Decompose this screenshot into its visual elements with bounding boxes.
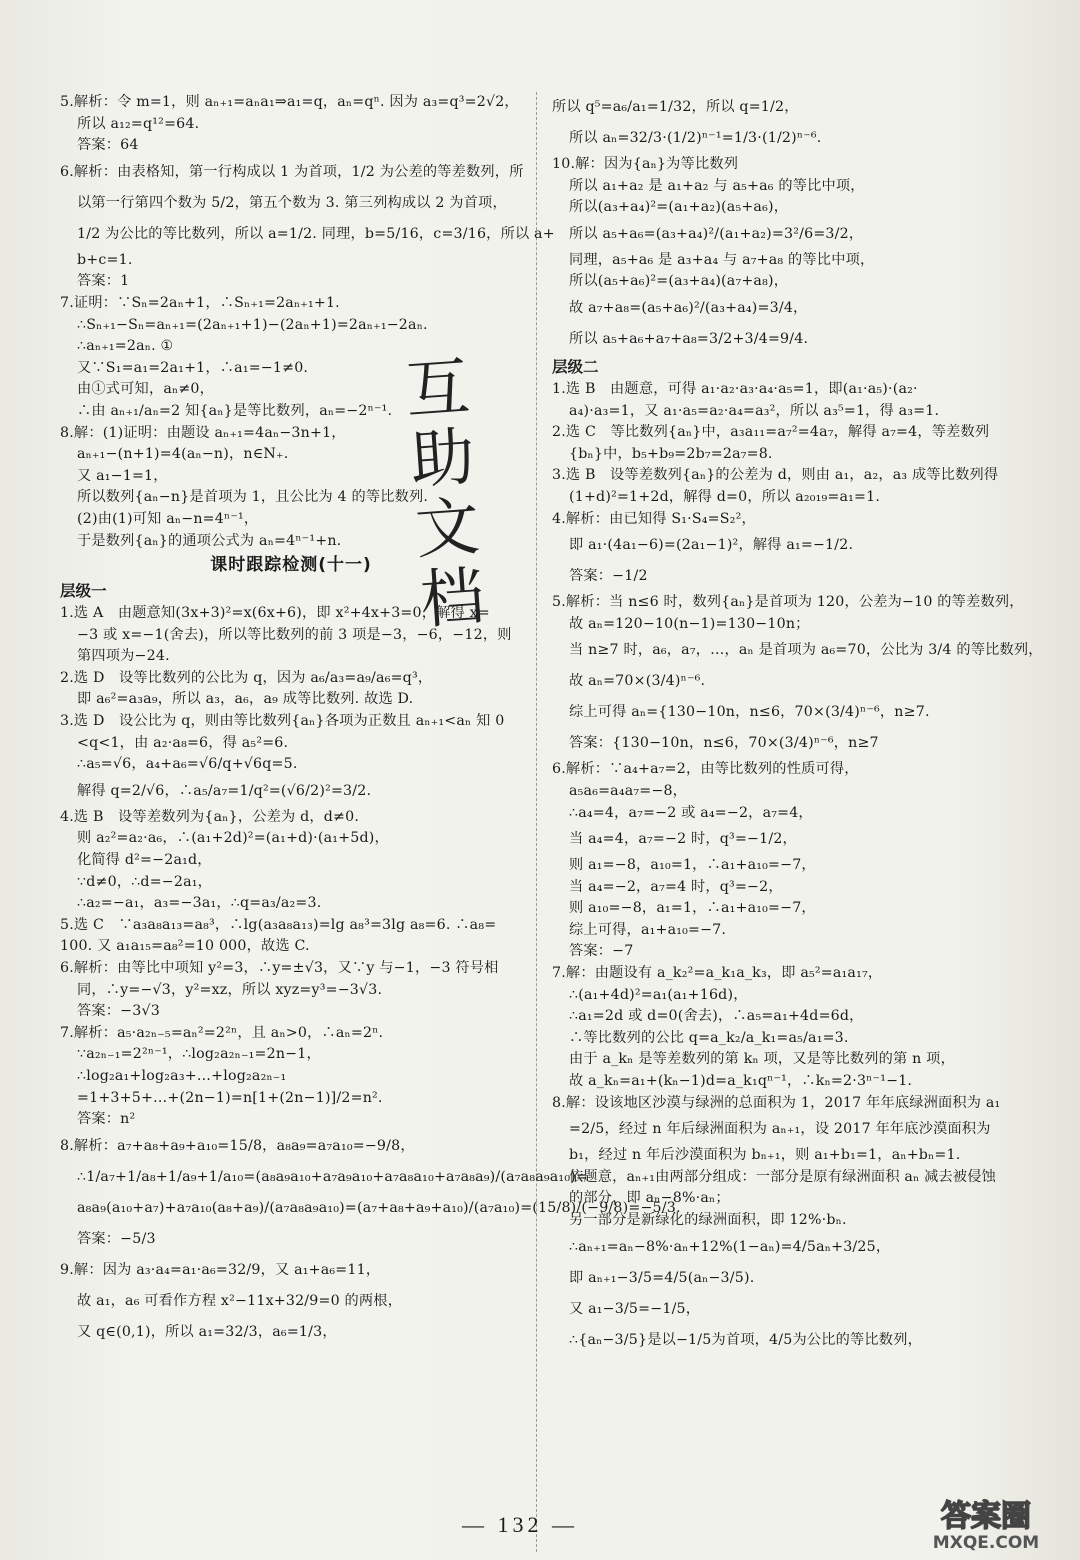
text-line: 答案：1 (77, 273, 130, 290)
text-line: 由①式可知，aₙ≠0， (77, 381, 215, 398)
text-line: 8.解：设该地区沙漠与绿洲的总面积为 1，2017 年年底绿洲面积为 a₁ (552, 1094, 1001, 1111)
text-line: 答案：−1/2 (569, 568, 648, 585)
text-line: 7.解：由题设有 a_k₂²=a_k₁a_k₃，即 a₅²=a₁a₁₇， (552, 965, 883, 982)
text-line: ∴等比数列的公比 q=a_k₂/a_k₁=a₅/a₁=3. (569, 1029, 849, 1046)
text-line: ∴{aₙ−3/5}是以−1/5为首项，4/5为公比的等比数列， (569, 1331, 922, 1348)
text-line: 故 aₙ=120−10(n−1)=130−10n； (569, 615, 810, 632)
watermark-url: MXQE.COM (932, 1533, 1040, 1553)
text-line: ∴aₙ₊₁=aₙ−8%·aₙ+12%(1−aₙ)=4/5aₙ+3/25， (569, 1238, 891, 1255)
right-column (552, 92, 1043, 1356)
text-line: 答案：n² (77, 1111, 136, 1128)
text-line: 同理，a₅+a₆ 是 a₃+a₄ 与 a₇+a₈ 的等比中项， (569, 251, 875, 268)
text-line: 所以 a₁₂=q¹²=64. (77, 115, 200, 132)
text-line: ∵a₂ₙ₋₁=2²ⁿ⁻¹，∴log₂a₂ₙ₋₁=2n−1， (77, 1046, 321, 1063)
text-line: 4.选 B 设等差数列为{aₙ}，公差为 d，d≠0. (60, 808, 360, 825)
text-line: 10.解：因为{aₙ}为等比数列 (552, 156, 739, 172)
level2-heading: 层级二 (552, 357, 599, 376)
text-line: {bₙ}中，b₅+b₉=2b₇=2a₇=8. (569, 445, 773, 462)
column-divider (536, 92, 537, 1552)
text-line: ∴由 aₙ₊₁/aₙ=2 知{aₙ}是等比数列，aₙ=−2ⁿ⁻¹. (77, 402, 393, 419)
text-line: 以第一行第四个数为 5/2，第五个数为 3. 第三列构成以 2 为首项， (77, 194, 507, 211)
text-line: 综上可得 aₙ={130−10n，n≤6，70×(3/4)ⁿ⁻⁶，n≥7. (569, 704, 930, 721)
text-line: ∵d≠0，∴d=−2a₁， (77, 873, 213, 890)
text-line: 的部分，即 aₙ−8%·aₙ； (569, 1190, 730, 1207)
text-line: 6.解析：由等比中项知 y²=3，∴y=±√3，又∵y 与−1，−3 符号相 (60, 960, 499, 976)
text-line: 第四项为−24. (77, 648, 170, 665)
page-number: — 132 — (462, 1512, 578, 1537)
text-line: 当 a₄=−2，a₇=4 时，q³=−2， (569, 878, 783, 895)
handwritten-stamp: 互助文档 (392, 352, 486, 637)
watermark-text: 答案圈 (941, 1499, 1031, 1534)
text-line: −3 或 x=−1(舍去)，所以等比数列的前 3 项是−3，−6，−12，则 (77, 626, 512, 643)
text-line: 答案：64 (77, 137, 139, 154)
text-line: 5.解析：当 n≤6 时，数列{aₙ}是首项为 120，公差为−10 的等差数列， (552, 594, 1024, 611)
text-line: 综上可得，a₁+a₁₀=−7. (569, 921, 727, 938)
text-line: 3.选 D 设公比为 q，则由等比数列{aₙ}各项为正数且 aₙ₊₁<aₙ 知 0 (60, 713, 505, 730)
section-title: 课时跟踪检测(十一) (210, 555, 372, 576)
text-line: 所以数列{aₙ−n}是首项为 1，且公比为 4 的等比数列. (77, 489, 429, 506)
text-line: ∴a₂=−a₁，a₃=−3a₁，∴q=a₃/a₂=3. (77, 895, 322, 912)
text-line: 故 aₙ=70×(3/4)ⁿ⁻⁶. (569, 673, 706, 690)
watermark-logo (906, 1492, 1066, 1552)
text-line: a₅a₆=a₄a₇=−8， (569, 782, 688, 799)
text-line: 故 a₁，a₆ 可看作方程 x²−11x+32/9=0 的两根， (77, 1292, 403, 1309)
text-line: 1/2 为公比的等比数列，所以 a=1/2. 同理，b=5/16，c=3/16，所以 a+ (77, 225, 555, 242)
text-line: <q<1，由 a₂·a₈=6，得 a₅²=6. (77, 734, 289, 751)
text-line: 故 a_kₙ=a₁+(kₙ−1)d=a_k₁qⁿ⁻¹，∴kₙ=2·3ⁿ⁻¹−1. (569, 1073, 913, 1090)
text-line: =2/5，经过 n 年后绿洲面积为 aₙ₊₁，设 2017 年年底沙漠面积为 (569, 1121, 991, 1138)
text-line: (2)由(1)可知 aₙ−n=4ⁿ⁻¹， (77, 510, 259, 527)
text-line: 6.解析：由表格知，第一行构成以 1 为首项，1/2 为公差的等差数列，所 (60, 163, 524, 180)
text-line: =1+3+5+…+(2n−1)=n[1+(2n−1)]/2=n². (77, 1089, 383, 1106)
text-line: 化简得 d²=−2a₁d， (77, 852, 212, 869)
text-line: 5.解析：令 m=1，则 aₙ₊₁=aₙa₁⇒a₁=q，aₙ=qⁿ. 因为 a₃=q³=2√2， (60, 94, 519, 110)
text-line: 8.解：(1)证明：由题设 aₙ₊₁=4aₙ−3n+1， (60, 424, 346, 441)
text-line: 答案：−3√3 (77, 1003, 160, 1020)
text-line: a₈a₉(a₁₀+a₇)+a₇a₁₀(a₈+a₉)/(a₇a₈a₉a₁₀)=(a₇+a₈+a₉+a₁₀)/(a₇a₁₀)=(15/8)/(−9/8)=−5/3. (77, 1199, 681, 1216)
text-line: b₁，经过 n 年后沙漠面积为 bₙ₊₁，则 a₁+b₁=1，aₙ+bₙ=1. (569, 1147, 961, 1164)
text-line: ∴aₙ₊₁=2aₙ. ① (77, 338, 174, 355)
text-line: 依题意，aₙ₊₁由两部分组成：一部分是原有绿洲面积 aₙ 减去被侵蚀 (569, 1168, 997, 1185)
text-line: 答案：−5/3 (77, 1230, 156, 1247)
text-line: 另一部分是新绿化的绿洲面积，即 12%·bₙ. (569, 1212, 847, 1228)
text-line: 5.选 C ∵a₃a₈a₁₃=a₈³，∴lg(a₃a₈a₁₃)=lg a₈³=3lg a₈=6. ∴a₈= (60, 916, 497, 933)
text-line: 1.选 A 由题意知(3x+3)²=x(6x+6)，即 x²+4x+3=0，解得 x= (60, 605, 490, 622)
text-line: 又∵S₁=a₁=2a₁+1，∴a₁=−1≠0. (77, 359, 309, 376)
text-line: 7.解析：a₅·a₂ₙ₋₅=aₙ²=2²ⁿ，且 aₙ>0，∴aₙ=2ⁿ. (60, 1024, 384, 1041)
text-line: 由于 a_kₙ 是等差数列的第 kₙ 项，又是等比数列的第 n 项， (569, 1051, 955, 1068)
text-line: 答案：−7 (569, 943, 634, 960)
text-line: 3.选 B 设等差数列{aₙ}的公差为 d，则由 a₁，a₂，a₃ 成等比数列得 (552, 467, 999, 484)
text-line: 同，∴y=−√3，y²=xz，所以 xyz=y³=−3√3. (77, 981, 383, 998)
text-line: ∴a₅=√6，a₄+a₆=√6/q+√6q=5. (77, 756, 298, 773)
text-line: 2.选 D 设等比数列的公比为 q，因为 a₆/a₃=a₉/a₆=q³， (60, 669, 433, 686)
text-line: 即 a₁·(4a₁−6)=(2a₁−1)²，解得 a₁=−1/2. (569, 537, 854, 554)
text-line: 7.证明：∵Sₙ=2aₙ+1，∴Sₙ₊₁=2aₙ₊₁+1. (60, 294, 340, 311)
text-line: 所以 a₅+a₆=(a₃+a₄)²/(a₁+a₂)=3²/6=3/2， (569, 225, 864, 242)
text-line: 则 a₁=−8，a₁₀=1，∴a₁+a₁₀=−7， (569, 857, 816, 874)
text-line: 所以 a₅+a₆+a₇+a₈=3/2+3/4=9/4. (569, 330, 809, 347)
text-line: 答案：{130−10n，n≤6，70×(3/4)ⁿ⁻⁶，n≥7 (569, 735, 879, 752)
text-line: 1.选 B 由题意，可得 a₁·a₂·a₃·a₄·a₅=1，即(a₁·a₅)·(a₂· (552, 380, 918, 397)
right-part1 (552, 92, 1032, 355)
text-line: 即 aₙ₊₁−3/5=4/5(aₙ−3/5). (569, 1269, 755, 1286)
text-line: 所以 a₁+a₂ 是 a₁+a₂ 与 a₅+a₆ 的等比中项， (569, 177, 865, 194)
text-line: 于是数列{aₙ}的通项公式为 aₙ=4ⁿ⁻¹+n. (77, 532, 342, 549)
text-line: 所以(a₅+a₆)²=(a₃+a₄)(a₇+a₈)， (569, 273, 789, 290)
text-line: ∴a₄=4，a₇=−2 或 a₄=−2，a₇=4， (569, 804, 813, 821)
text-line: 解得 q=2/√6，∴a₅/a₇=1/q²=(√6/2)²=3/2. (77, 782, 372, 799)
text-line: ∴log₂a₁+log₂a₃+…+log₂a₂ₙ₋₁ (77, 1067, 287, 1084)
text-line: 又 a₁−1=1， (77, 467, 168, 484)
text-line: a₄)·a₃=1，又 a₁·a₅=a₂·a₄=a₃²，所以 a₃⁵=1，得 a₃=1. (569, 402, 940, 419)
text-line: 4.解析：由已知得 S₁·S₄=S₂²， (552, 510, 756, 527)
text-line: 又 q∈(0,1)，所以 a₁=32/3，a₆=1/3， (77, 1323, 337, 1340)
text-line: ∴(a₁+4d)²=a₁(a₁+16d)， (569, 986, 748, 1003)
text-line: 9.解：因为 a₃·a₄=a₁·a₆=32/9，又 a₁+a₆=11， (60, 1261, 381, 1278)
text-line: aₙ₊₁−(n+1)=4(aₙ−n)，n∈N₊. (77, 446, 289, 463)
text-line: 8.解析：a₇+a₈+a₉+a₁₀=15/8，a₈a₉=a₇a₁₀=−9/8， (60, 1137, 415, 1154)
text-line: 当 n≥7 时，a₆，a₇，…，aₙ 是首项为 a₆=70，公比为 3/4 的等比数列， (569, 642, 1043, 659)
text-line: ∴1/a₇+1/a₈+1/a₉+1/a₁₀=(a₈a₉a₁₀+a₇a₉a₁₀+a₇a₈a₁₀+a₇a₈a₉)/(a₇a₈a₉a₁₀)= (77, 1168, 589, 1185)
right-part2 (552, 379, 1043, 1356)
text-line: 即 a₆²=a₃a₉，所以 a₃，a₆，a₉ 成等比数列. 故选 D. (77, 691, 414, 708)
text-line: 则 a₂²=a₂·a₆，∴(a₁+2d)²=(a₁+d)·(a₁+5d)， (77, 830, 389, 847)
text-line: 当 a₄=4，a₇=−2 时，q³=−1/2， (569, 831, 797, 848)
text-line: 6.解析：∵a₄+a₇=2，由等比数列的性质可得， (552, 761, 859, 778)
text-line: 所以 q⁵=a₆/a₁=1/32，所以 q=1/2， (552, 99, 799, 115)
text-line: 100. 又 a₁a₁₅=a₈²=10 000，故选 C. (60, 938, 310, 955)
level1-heading: 层级一 (60, 582, 107, 601)
text-line: (1+d)²=1+2d，解得 d=0，所以 a₂₀₁₉=a₁=1. (569, 488, 881, 505)
text-line: 故 a₇+a₈=(a₅+a₆)²/(a₃+a₄)=3/4， (569, 299, 808, 316)
text-line: b+c=1. (77, 251, 133, 268)
text-line: 又 a₁−3/5=−1/5， (569, 1300, 701, 1317)
text-line: 则 a₁₀=−8，a₁=1，∴a₁+a₁₀=−7， (569, 900, 816, 917)
text-line: ∴Sₙ₊₁−Sₙ=aₙ₊₁=(2aₙ₊₁+1)−(2aₙ+1)=2aₙ₊₁−2aₙ. (77, 316, 428, 333)
text-line: ∴a₁=2d 或 d=0(舍去)，∴a₅=a₁+4d=6d， (569, 1008, 864, 1025)
text-line: 所以(a₃+a₄)²=(a₁+a₂)(a₅+a₆)， (569, 199, 789, 216)
text-line: 所以 aₙ=32/3·(1/2)ⁿ⁻¹=1/3·(1/2)ⁿ⁻⁶. (569, 130, 822, 146)
text-line: 2.选 C 等比数列{aₙ}中，a₃a₁₁=a₇²=4a₇，解得 a₇=4，等差数列 (552, 424, 990, 441)
